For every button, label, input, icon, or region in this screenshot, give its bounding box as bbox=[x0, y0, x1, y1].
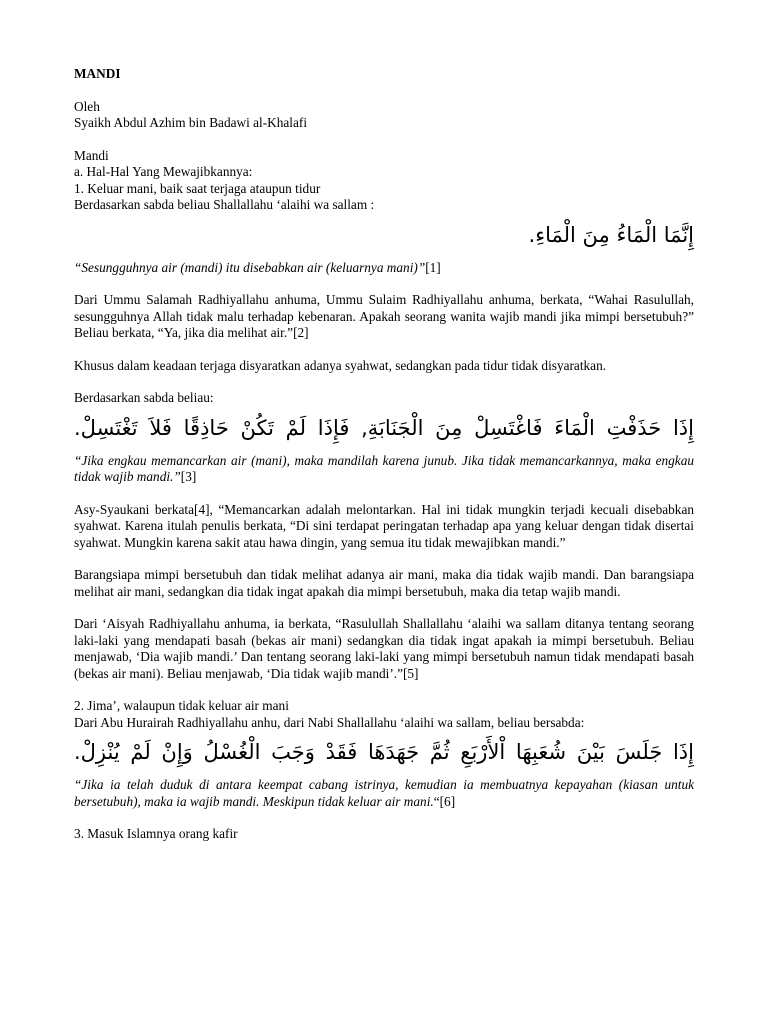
paragraph-khusus: Khusus dalam keadaan terjaga disyaratkan adanya syahwat, sedangkan pada tidur tidak disyaratkan. bbox=[74, 357, 607, 373]
hadith-1-arabic: إِنَّمَا الْمَاءُ مِنَ الْمَاءِ. bbox=[528, 222, 694, 247]
document-title: MANDI bbox=[74, 66, 121, 81]
author-label: Oleh bbox=[74, 98, 100, 114]
item-2-intro: Dari Abu Hurairah Radhiyallahu anhu, dari Nabi Shallallahu ‘alaihi wa sallam, beliau bersabda: bbox=[74, 714, 585, 730]
paragraph-berdasarkan: Berdasarkan sabda beliau: bbox=[74, 390, 214, 405]
author-block bbox=[74, 99, 694, 132]
document-page bbox=[74, 66, 694, 859]
hadith-1-translation-block bbox=[74, 260, 694, 277]
paragraph-barangsiapa: Barangsiapa mimpi bersetubuh dan tidak melihat adanya air mani, maka dia tidak wajib mandi. Dan barangsiapa melihat air mani, sedangkan dia tidak ingat apakah dia mimpi bersetubuh, maka dia tetap wajib mandi. bbox=[74, 567, 694, 599]
footnote-ref-1: [1] bbox=[425, 259, 441, 275]
paragraph-aisyah: Dari ‘Aisyah Radhiyallahu anhuma, ia berkata, “Rasulullah Shallallahu ‘alaihi wa sallam ditanya tentang seorang laki-laki yang mendapati basah (bekas air mani) sedangkan dia tidak ingat apakah ia mimpi bersetubuh. Beliau menjawab, ‘Dia wajib mandi.’ Dan tentang seorang laki-laki yang mimpi bersetubuh namun tidak mendapati basah (bekas air mani). Beliau menjawab, ‘Dia tidak wajib mandi’.”[5] bbox=[74, 616, 694, 681]
subsection-heading: a. Hal-Hal Yang Mewajibkannya: bbox=[74, 164, 253, 179]
hadith-2-translation: “Jika engkau memancarkan air (mani), maka mandilah karena junub. Jika tidak memancarkannya, maka engkau tidak wajib mandi.” bbox=[74, 452, 694, 484]
intro-block bbox=[74, 148, 694, 214]
list-item-2: 2. Jima’, walaupun tidak keluar air mani bbox=[74, 698, 289, 713]
section-title: Mandi bbox=[74, 147, 109, 163]
list-item-1: 1. Keluar mani, baik saat terjaga ataupun tidur bbox=[74, 180, 321, 196]
footnote-ref-6: “[6] bbox=[433, 793, 456, 809]
hadith-1-translation: “Sesungguhnya air (mandi) itu disebabkan air (keluarnya mani)” bbox=[74, 259, 426, 275]
footnote-ref-3: [3] bbox=[180, 469, 197, 484]
list-item-3: 3. Masuk Islamnya orang kafir bbox=[74, 826, 238, 841]
item-1-intro: Berdasarkan sabda beliau Shallallahu ‘alaihi wa sallam : bbox=[74, 197, 375, 212]
hadith-2-translation-block bbox=[74, 453, 694, 486]
hadith-3-translation: “Jika ia telah duduk di antara keempat cabang istrinya, kemudian ia membuatnya kepayahan (kiasan untuk bersetubuh), maka ia wajib mandi. Meskipun tidak keluar air mani. bbox=[74, 777, 694, 809]
author-name: Syaikh Abdul Azhim bin Badawi al-Khalafi bbox=[74, 115, 308, 130]
hadith-3-arabic: إِذَا جَلَسَ بَيْنَ شُعَبِهَا اْلأَرْبَعِ ثُمَّ جَهَدَهَا فَقَدْ وَجَبَ الْغُسْلُ وَإِنْ لَمْ يُنْزِلْ. bbox=[74, 740, 694, 764]
hadith-3-translation-block bbox=[74, 777, 694, 810]
paragraph-ummu-salamah: Dari Ummu Salamah Radhiyallahu anhuma, Ummu Sulaim Radhiyallahu anhuma, berkata, “Wahai Rasulullah, sesungguhnya Allah tidak malu terhadap kebenaran. Apakah seorang wanita wajib mandi jika mimpi bersetubuh?” Beliau berkata, “Ya, jika dia melihat air.”[2] bbox=[74, 292, 694, 340]
hadith-2-arabic: إِذَا حَذَفْتِ الْمَاءَ فَاغْتَسِلْ مِنَ الْجَنَابَةِ, فَإِذَا لَمْ تَكُنْ حَاذِقًا فَلاَ تَغْتَسِلْ. bbox=[74, 415, 694, 440]
item-2-block bbox=[74, 698, 694, 731]
paragraph-syaukani: Asy-Syaukani berkata[4], “Memancarkan adalah melontarkan. Hal ini tidak mungkin terjadi kecuali disebabkan syahwat. Karena itulah penulis berkata, “Di sini terdapat peringatan terhadap apa yang keluar dengan tidak disertai syahwat. Mungkin karena sakit atau hawa dingin, yang semua itu tidak mewajibkan mandi.” bbox=[74, 501, 694, 550]
